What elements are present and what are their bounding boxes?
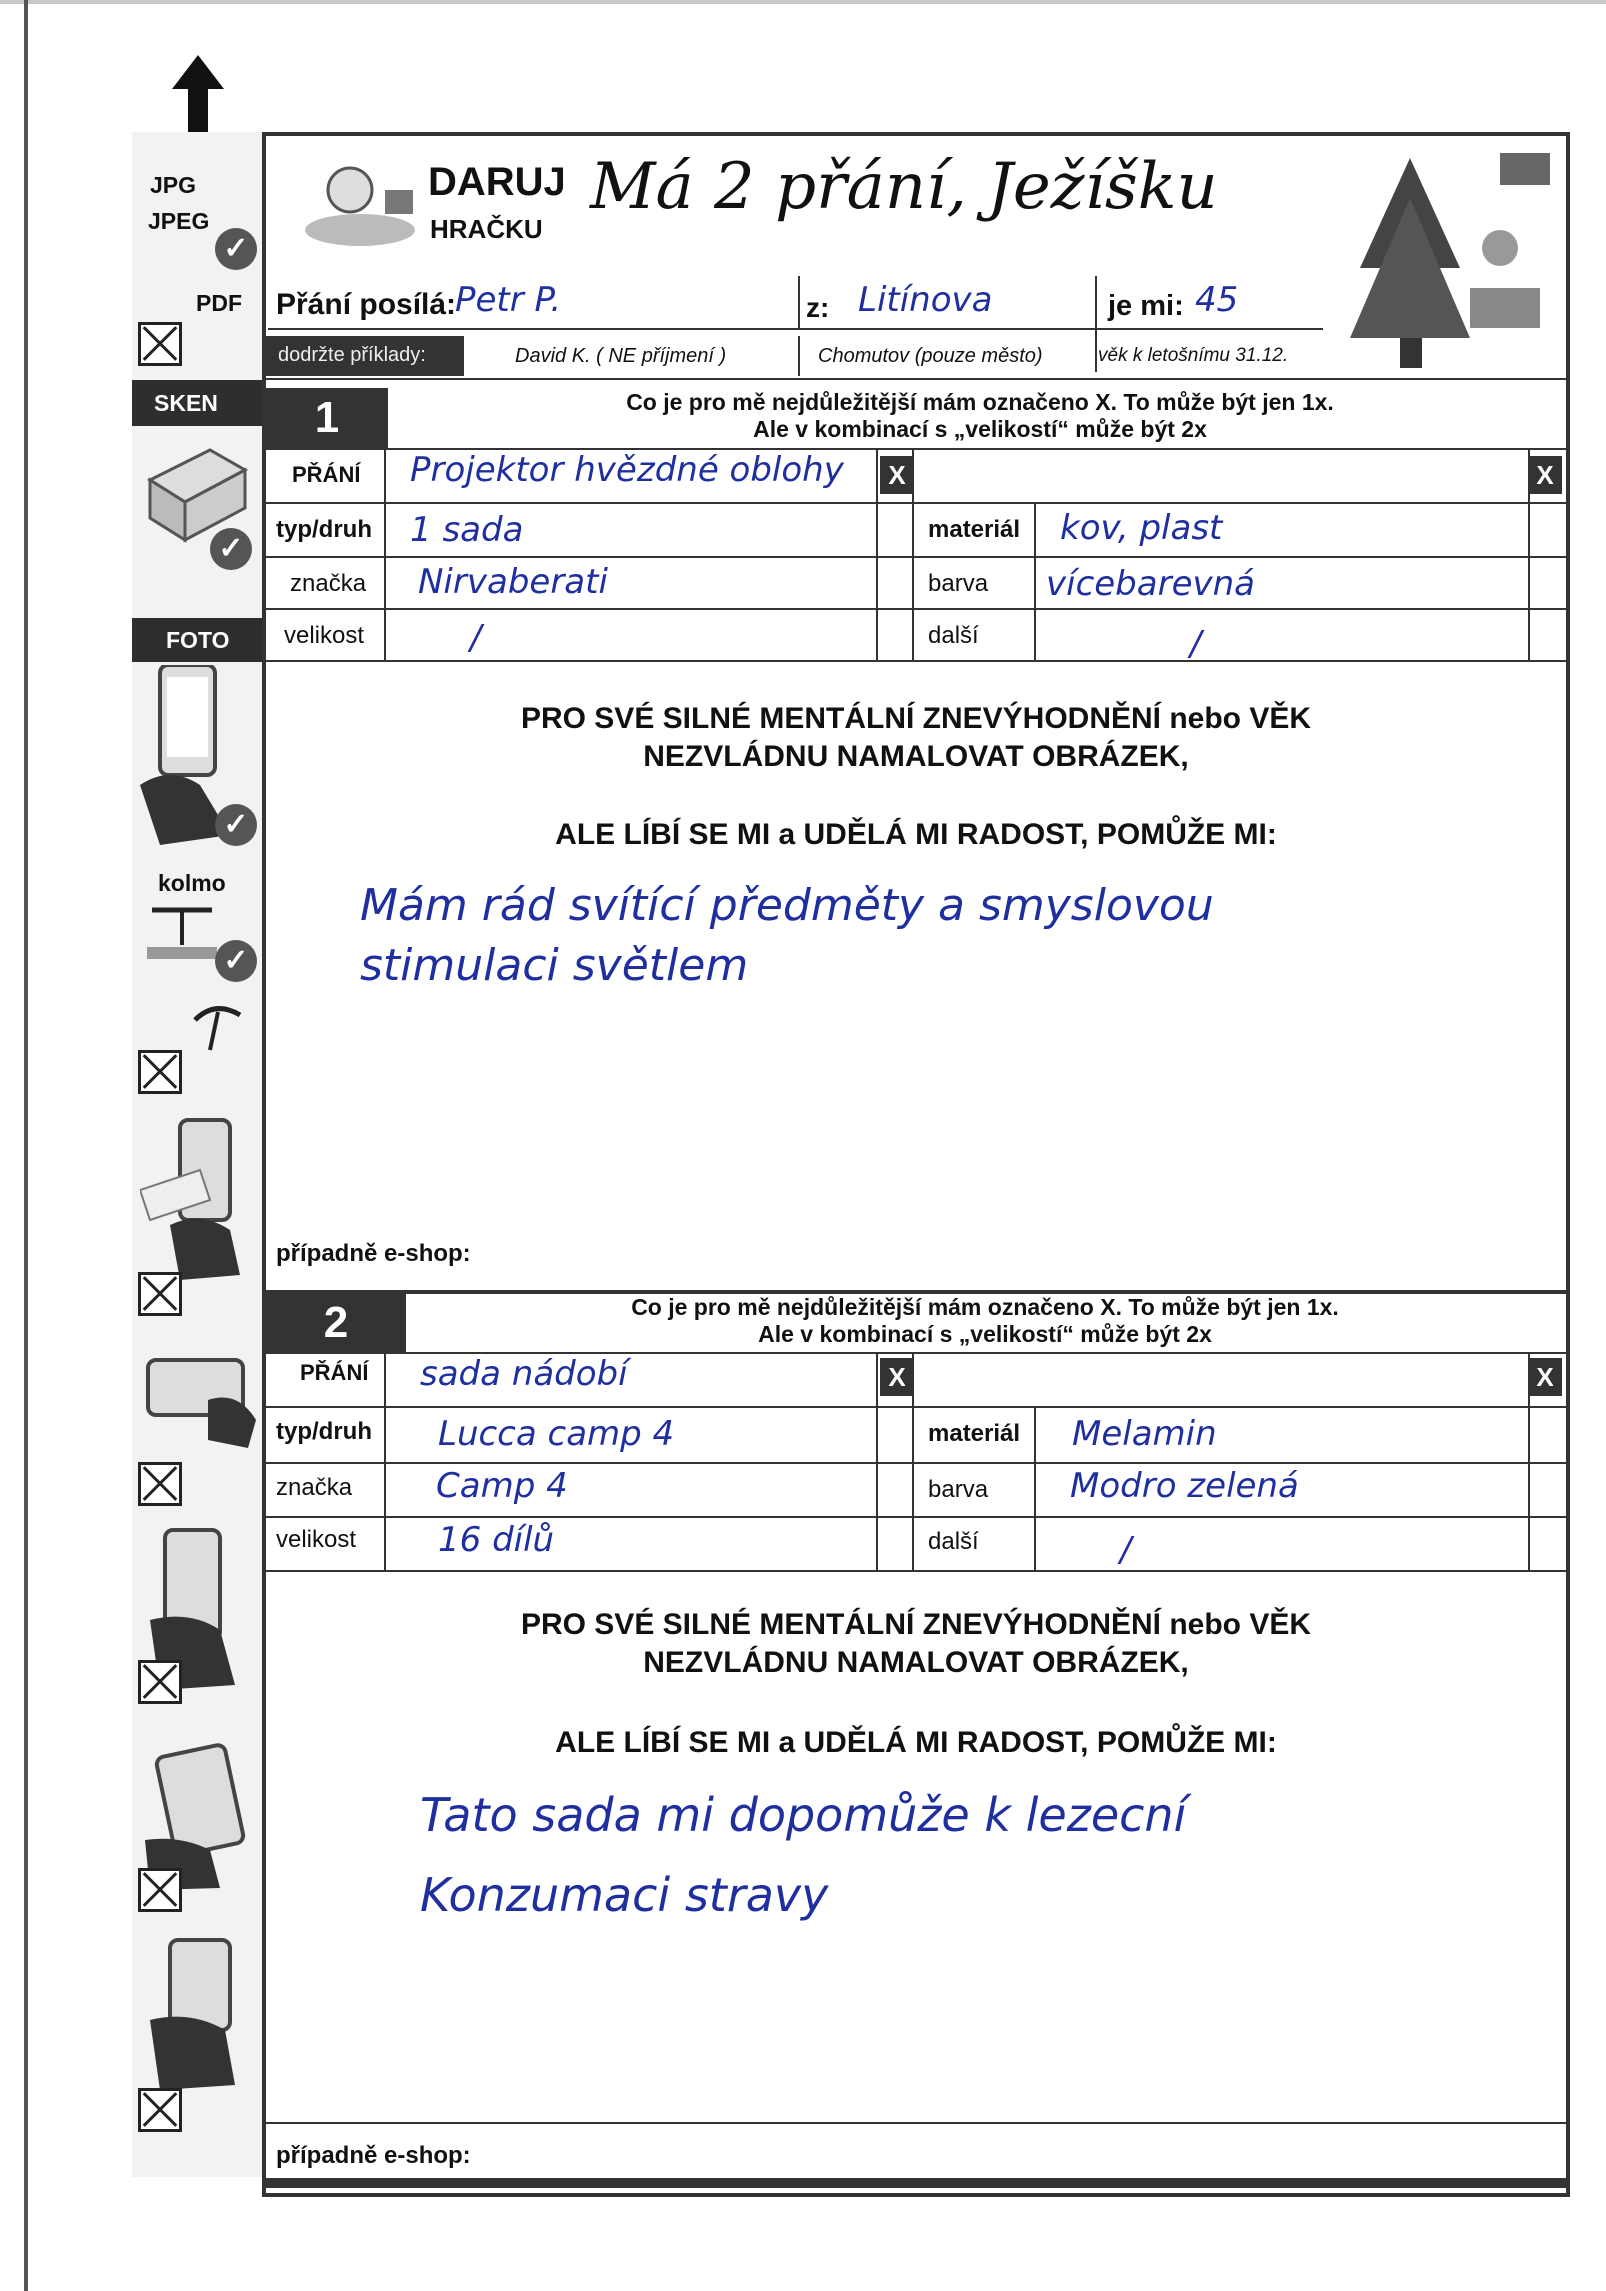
examples-label: dodržte příklady:	[278, 344, 426, 366]
format-jpeg: JPEG	[148, 208, 210, 234]
size-label: velikost	[284, 622, 365, 649]
disability-text	[266, 1606, 1566, 1682]
wish-value[interactable]: Projektor hvězdné oblohy	[410, 450, 844, 490]
wish-number: 2	[266, 1294, 406, 1352]
help-heading: ALE LÍBÍ SE MI a UDĚLÁ MI RADOST, POMŮŽE MI:	[555, 818, 1277, 851]
tilted-camera-icon	[190, 1000, 250, 1060]
christmas-tree-icon	[1350, 138, 1565, 378]
crossed-box-icon	[138, 1660, 182, 1704]
example-age: věk k letošnímu 31.12.	[1098, 345, 1289, 366]
perpendicular-icon	[142, 905, 222, 965]
divider	[266, 2122, 1566, 2124]
table-divider	[1034, 1406, 1036, 1570]
left-margin-rule	[24, 0, 28, 2291]
phone-photo-icon	[140, 1930, 255, 2090]
check-icon: ✓	[210, 528, 252, 570]
check-icon: ✓	[215, 804, 257, 846]
priority-x-mark[interactable]: X	[1528, 1358, 1562, 1396]
santa-logo-icon	[300, 150, 430, 250]
table-row-line	[266, 1406, 1566, 1408]
type-value[interactable]: Lucca camp 4	[438, 1414, 675, 1454]
help-text-line1[interactable]: Mám rád svítící předměty a smyslovou	[360, 880, 1214, 931]
table-row-line	[266, 1516, 1566, 1518]
sender-value[interactable]: Petr P.	[455, 280, 562, 320]
divider	[1095, 276, 1097, 372]
crossed-box-icon	[138, 2088, 182, 2132]
disability-line1: PRO SVÉ SILNÉ MENTÁLNÍ ZNEVÝHODNĚNÍ nebo VĚK	[520, 702, 1312, 735]
city-label: z:	[806, 292, 830, 323]
table-divider	[384, 1352, 386, 1570]
brand-value[interactable]: Camp 4	[436, 1466, 568, 1506]
bottom-band	[266, 2178, 1566, 2188]
material-value[interactable]: kov, plast	[1060, 508, 1223, 548]
color-value[interactable]: vícebarevná	[1046, 564, 1255, 604]
table-row-line	[266, 608, 1566, 610]
table-row-line	[266, 1462, 1566, 1464]
example-name: David K. ( NE příjmení )	[515, 345, 727, 367]
color-label: barva	[928, 1476, 989, 1503]
photo-label: FOTO	[166, 627, 230, 653]
instructions-line1: Co je pro mě nejdůležitější mám označeno X. To může být jen 1x.	[631, 1294, 1339, 1320]
age-label: je mi:	[1108, 290, 1184, 322]
table-divider	[1034, 502, 1036, 660]
age-value[interactable]: 45	[1195, 280, 1239, 320]
crossed-box-icon	[138, 322, 182, 366]
other-value[interactable]: /	[1190, 624, 1202, 664]
sender-label: Přání posílá:	[276, 288, 457, 321]
material-label: materiál	[928, 516, 1021, 543]
help-text-line1[interactable]: Tato sada mi dopomůže k lezecní	[420, 1788, 1187, 1842]
divider	[798, 336, 800, 376]
size-label: velikost	[276, 1526, 357, 1553]
examples-band	[266, 336, 462, 376]
logo-hracku: HRAČKU	[430, 214, 543, 244]
wish-instructions	[400, 389, 1560, 443]
instructions-line2: Ale v kombinací s „velikostí“ může být 2x	[753, 416, 1207, 442]
brand-label: značka	[290, 570, 367, 597]
table-divider	[876, 1352, 878, 1570]
wish-number: 1	[266, 388, 388, 448]
crossed-box-icon	[138, 1050, 182, 1094]
example-city: Chomutov (pouze město)	[818, 345, 1043, 367]
format-jpg: JPG	[150, 172, 197, 198]
check-icon: ✓	[215, 228, 257, 270]
table-row-line	[266, 1570, 1566, 1572]
divider	[798, 276, 800, 330]
instructions-line2: Ale v kombinací s „velikostí“ může být 2x	[758, 1321, 1212, 1347]
crossed-box-icon	[138, 1462, 182, 1506]
check-icon: ✓	[215, 940, 257, 982]
help-text-line2[interactable]: Konzumaci stravy	[420, 1868, 829, 1922]
other-label: další	[928, 622, 979, 649]
photo-header	[132, 618, 262, 662]
type-label: typ/druh	[276, 516, 372, 543]
phone-photo-icon	[138, 1340, 258, 1450]
help-heading: ALE LÍBÍ SE MI a UDĚLÁ MI RADOST, POMŮŽE MI:	[555, 1726, 1277, 1759]
material-value[interactable]: Melamin	[1072, 1414, 1217, 1454]
wish-label: PŘÁNÍ	[300, 1360, 369, 1385]
crossed-box-icon	[138, 1868, 182, 1912]
sender-underline	[268, 328, 1323, 330]
color-label: barva	[928, 570, 989, 597]
eshop-label: případně e-shop:	[276, 1240, 471, 1267]
scan-edge	[0, 0, 1606, 4]
type-value[interactable]: 1 sada	[410, 510, 524, 550]
city-value[interactable]: Litínova	[858, 280, 993, 320]
brand-value[interactable]: Nirvaberati	[418, 562, 608, 602]
table-divider	[384, 448, 386, 660]
disability-text	[266, 700, 1566, 776]
type-label: typ/druh	[276, 1418, 372, 1445]
phone-photo-icon	[140, 1110, 255, 1280]
disability-line2: NEZVLÁDNU NAMALOVAT OBRÁZEK,	[643, 740, 1189, 773]
page-title: Má 2 přání, Ježíšku	[590, 150, 1218, 224]
format-pdf: PDF	[196, 290, 242, 316]
table-divider	[876, 448, 878, 660]
help-text-line2[interactable]: stimulaci světlem	[360, 940, 749, 991]
eshop-label: případně e-shop:	[276, 2142, 471, 2169]
size-value[interactable]: /	[470, 618, 482, 658]
material-label: materiál	[928, 1420, 1021, 1447]
divider	[266, 378, 1566, 380]
other-value[interactable]: /	[1120, 1530, 1132, 1570]
logo-daruj: DARUJ	[428, 160, 566, 204]
table-row-line	[266, 556, 1566, 558]
disability-line1: PRO SVÉ SILNÉ MENTÁLNÍ ZNEVÝHODNĚNÍ nebo VĚK	[520, 1608, 1312, 1641]
priority-x-mark[interactable]: X	[1528, 456, 1562, 494]
priority-x-mark[interactable]: X	[880, 456, 914, 494]
perpendicular-label: kolmo	[158, 870, 226, 896]
scan-label: SKEN	[154, 390, 218, 416]
color-value[interactable]: Modro zelená	[1070, 1466, 1299, 1506]
wish-label: PŘÁNÍ	[292, 462, 361, 487]
table-row-line	[266, 502, 1566, 504]
other-label: další	[928, 1528, 979, 1555]
disability-line2: NEZVLÁDNU NAMALOVAT OBRÁZEK,	[643, 1646, 1189, 1679]
priority-x-mark[interactable]: X	[880, 1358, 914, 1396]
wish-value[interactable]: sada nádobí	[420, 1354, 628, 1394]
wish-instructions	[410, 1294, 1560, 1348]
size-value[interactable]: 16 dílů	[438, 1520, 555, 1560]
brand-label: značka	[276, 1474, 353, 1501]
scan-header	[132, 380, 262, 426]
table-row-line	[266, 660, 1566, 662]
instructions-line1: Co je pro mě nejdůležitější mám označeno X. To může být jen 1x.	[626, 389, 1334, 415]
divider	[462, 336, 464, 376]
crossed-box-icon	[138, 1272, 182, 1316]
